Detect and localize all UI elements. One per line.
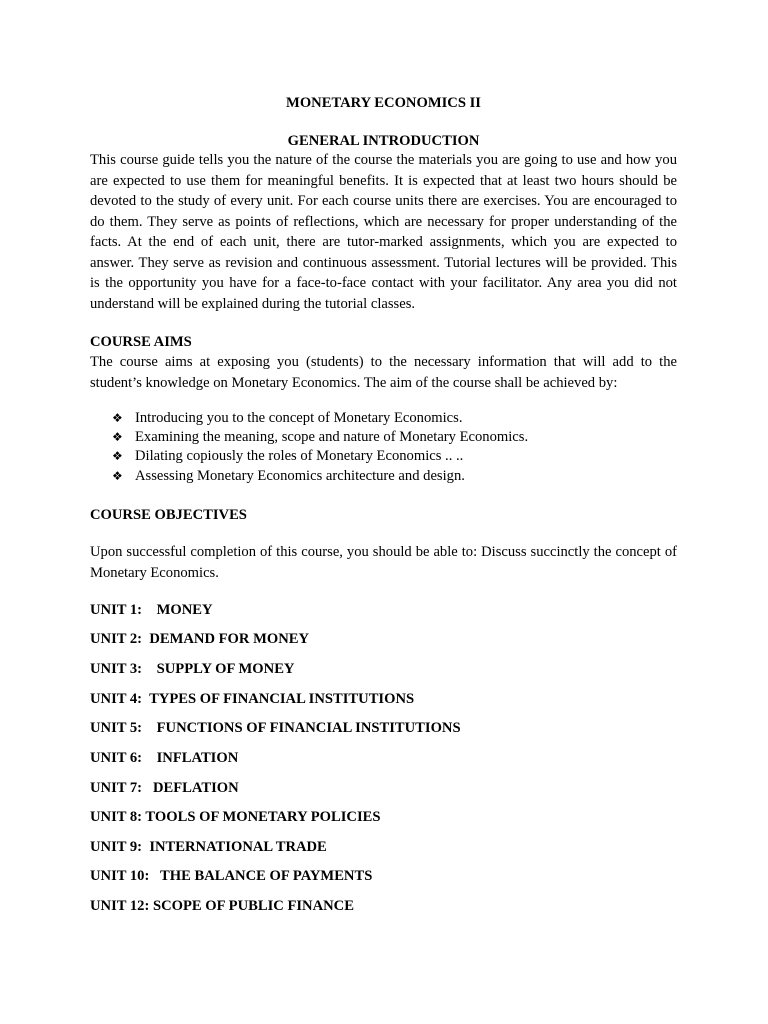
diamond-bullet-icon: ❖	[112, 430, 123, 445]
list-item	[112, 467, 528, 486]
document-title: MONETARY ECONOMICS II	[286, 95, 481, 111]
unit-heading: UNIT 3: SUPPLY OF MONEY	[90, 661, 295, 677]
heading-course-objectives: COURSE OBJECTIVES	[90, 507, 247, 523]
unit-heading: UNIT 2: DEMAND FOR MONEY	[90, 631, 310, 647]
section-title-general-introduction: GENERAL INTRODUCTION	[287, 133, 480, 149]
aims-paragraph: The course aims at exposing you (students) to the necessary information that will add to the student’s knowledge on Monetary Economics. The aim of the course shall be achieved by:	[90, 354, 677, 391]
diamond-bullet-icon: ❖	[112, 411, 123, 425]
list-item-text: Dilating copiously the roles of Monetary Economics .. ..	[135, 448, 464, 465]
objectives-paragraph: Upon successful completion of this course, you should be able to: Discuss succinctly the concept of Monetary Economics.	[90, 544, 677, 581]
list-item-text: Introducing you to the concept of Monetary Economics.	[135, 410, 463, 426]
list-item-text: Examining the meaning, scope and nature of Monetary Economics.	[135, 429, 529, 446]
diamond-bullet-icon: ❖	[112, 449, 123, 464]
list-item-text: Assessing Monetary Economics architecture and design.	[135, 467, 465, 484]
unit-heading: UNIT 1: MONEY	[90, 602, 213, 618]
unit-heading: UNIT 8: TOOLS OF MONETARY POLICIES	[90, 809, 381, 825]
list-item	[112, 428, 528, 447]
unit-heading: UNIT 9: INTERNATIONAL TRADE	[90, 839, 327, 855]
unit-heading: UNIT 5: FUNCTIONS OF FINANCIAL INSTITUTIONS	[90, 720, 461, 736]
unit-heading: UNIT 12: SCOPE OF PUBLIC FINANCE	[90, 898, 354, 914]
diamond-bullet-icon: ❖	[112, 468, 123, 483]
unit-heading: UNIT 10: THE BALANCE OF PAYMENTS	[90, 868, 373, 884]
intro-paragraph: This course guide tells you the nature of the course the materials you are going to use and how you are expected to use them for meaningful benefits. It is expected that at least two hours should be devoted to the study of every unit. For each course units there are exercises. You are encouraged to do them. They serve as points of reflections, which are necessary for proper understanding of the facts. At the end of each unit, there are tutor-marked assignments, which you are expected to answer. They serve as revision and continuous assessment. Tutorial lectures will be provided. This is the opportunity you have for a face-to-face contact with your facilitator. Any area you did not understand will be explained during the tutorial classes.	[90, 152, 677, 312]
unit-heading: UNIT 6: INFLATION	[90, 750, 239, 766]
list-item	[112, 409, 528, 428]
unit-heading: UNIT 4: TYPES OF FINANCIAL INSTITUTIONS	[90, 691, 415, 707]
aims-list	[112, 409, 528, 486]
heading-course-aims: COURSE AIMS	[90, 334, 192, 350]
unit-heading: UNIT 7: DEFLATION	[90, 780, 239, 796]
list-item	[112, 447, 528, 466]
